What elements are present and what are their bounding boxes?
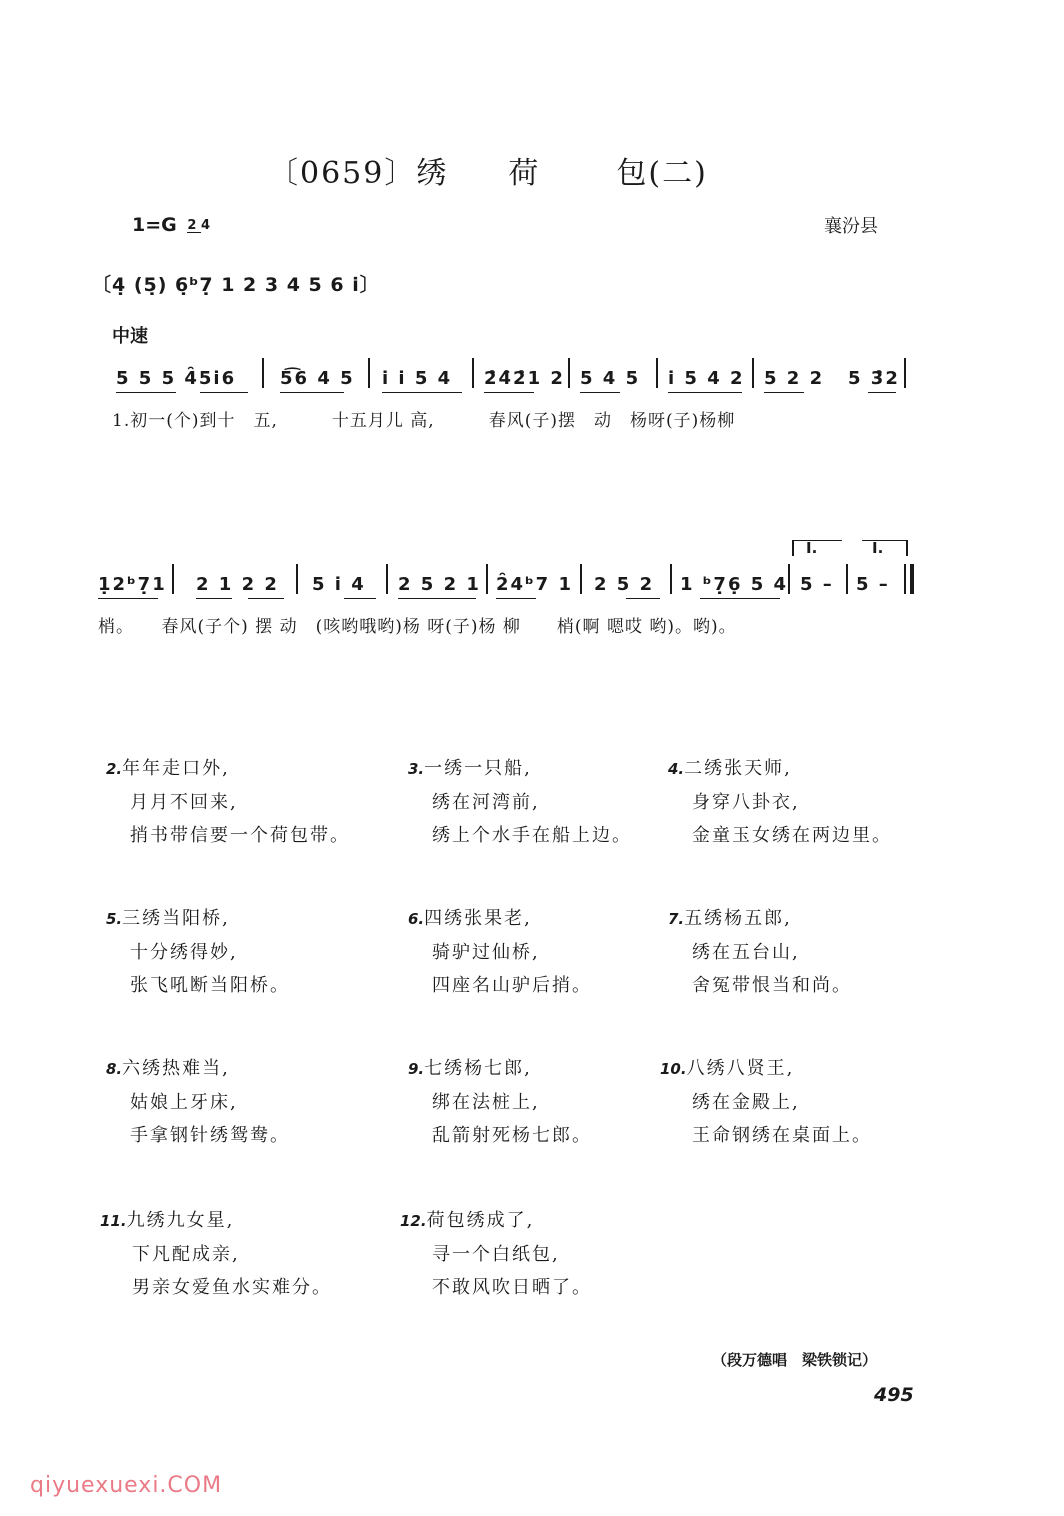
volta-1: I. bbox=[806, 539, 818, 557]
measure: 5 – bbox=[800, 574, 834, 595]
measure: 2 1 2 2 bbox=[196, 574, 279, 595]
barline bbox=[486, 564, 488, 594]
verse-line: 舍冤带恨当和尚。 bbox=[692, 975, 852, 996]
repeat-barline bbox=[846, 564, 848, 594]
barline bbox=[752, 358, 754, 388]
title-word-1: 绣 bbox=[416, 156, 449, 191]
verse-line: 寻一个白纸包, bbox=[432, 1244, 560, 1265]
verse-line: 绣在金殿上, bbox=[692, 1092, 800, 1113]
underline bbox=[98, 598, 158, 599]
verse-line: 身穿八卦衣, bbox=[692, 792, 800, 813]
barline bbox=[296, 564, 298, 594]
verse-line: 四绣张果老, bbox=[424, 908, 532, 929]
underline bbox=[200, 392, 248, 393]
verse-line: 八绣八贤王, bbox=[686, 1058, 795, 1079]
verse-block bbox=[100, 1204, 332, 1304]
verse-line: 三绣当阳桥, bbox=[122, 908, 230, 929]
verse-line: 七绣杨七郎, bbox=[424, 1058, 532, 1079]
volta-bracket bbox=[792, 540, 794, 556]
underline bbox=[344, 598, 376, 599]
underline bbox=[196, 598, 232, 599]
verse-line: 不敢风吹日晒了。 bbox=[432, 1277, 592, 1298]
verse-block bbox=[106, 902, 290, 1002]
verse-number: 4. bbox=[668, 760, 685, 778]
measure: 2 5 2 1 bbox=[398, 574, 481, 595]
lyrics-line-1: 1.初一(个)到十 五, 十五月儿 高, 春风(子)摆 动 杨呀(子)杨柳 bbox=[112, 411, 736, 431]
measure: 5 i̇ 4 bbox=[312, 574, 366, 595]
underline bbox=[580, 392, 620, 393]
measure: 5 – bbox=[856, 574, 890, 595]
verse-line: 月月不回来, bbox=[130, 792, 238, 813]
barline bbox=[788, 564, 790, 594]
verse-line: 张飞吼断当阳桥。 bbox=[130, 975, 290, 996]
measure: i̇ 5 4 2 bbox=[668, 368, 745, 389]
verse-block bbox=[408, 1052, 592, 1152]
lyrics-line-2: 梢。 春风(子个) 摆 动 (咳哟哦哟)杨 呀(子)杨 柳 梢(啊 嗯哎 哟)。哟)。 bbox=[98, 617, 737, 637]
title-word-3: 包 bbox=[616, 156, 649, 191]
barline bbox=[670, 564, 672, 594]
barline bbox=[472, 358, 474, 388]
verse-line: 年年走口外, bbox=[122, 758, 230, 779]
key-label: 1=G bbox=[132, 214, 177, 236]
verse-line: 荷包绣成了, bbox=[426, 1210, 535, 1231]
verse-line: 九绣九女星, bbox=[126, 1210, 235, 1231]
measure: 1̣2ᵇ7̣1 bbox=[98, 574, 167, 595]
verse-block bbox=[106, 752, 350, 852]
underline bbox=[116, 392, 176, 393]
underline bbox=[496, 598, 536, 599]
underline bbox=[280, 392, 344, 393]
verse-block bbox=[400, 1204, 592, 1304]
page-number: 495 bbox=[874, 1384, 914, 1406]
verse-line: 一绣一只船, bbox=[424, 758, 532, 779]
tempo-marking: 中速 bbox=[112, 326, 148, 347]
underline bbox=[382, 392, 462, 393]
measure: 2 5 2 bbox=[594, 574, 655, 595]
underline bbox=[668, 392, 742, 393]
barline bbox=[904, 358, 906, 388]
barline bbox=[656, 358, 658, 388]
underline bbox=[626, 598, 660, 599]
verse-number: 12. bbox=[400, 1212, 427, 1230]
verse-line: 姑娘上牙床, bbox=[130, 1092, 238, 1113]
verse-block bbox=[408, 902, 592, 1002]
verse-line: 二绣张天师, bbox=[684, 758, 792, 779]
verse-number: 6. bbox=[408, 910, 425, 928]
measure: 5 2 2 bbox=[764, 368, 825, 389]
measure: i̇ i̇ 5 4 bbox=[382, 368, 453, 389]
verse-line: 绣在五台山, bbox=[692, 942, 800, 963]
verse-number: 11. bbox=[100, 1212, 127, 1230]
underline bbox=[484, 392, 534, 393]
final-barline bbox=[910, 564, 914, 594]
time-signature bbox=[187, 219, 210, 232]
verse-line: 绑在法桩上, bbox=[432, 1092, 540, 1113]
underline bbox=[700, 598, 780, 599]
barline bbox=[262, 358, 264, 388]
verse-number: 10. bbox=[660, 1060, 687, 1078]
verse-line: 十分绣得妙, bbox=[130, 942, 238, 963]
verse-number: 9. bbox=[408, 1060, 425, 1078]
volta-bracket bbox=[906, 540, 908, 556]
verse-block bbox=[660, 1052, 872, 1152]
verse-line: 手拿钢针绣鸳鸯。 bbox=[130, 1125, 290, 1146]
verse-line: 捎书带信要一个荷包带。 bbox=[130, 825, 350, 846]
verse-number: 8. bbox=[106, 1060, 123, 1078]
barline bbox=[368, 358, 370, 388]
time-denominator: 4 bbox=[200, 218, 210, 233]
verse-line: 绣上个水手在船上边。 bbox=[432, 825, 632, 846]
volta-2: I. bbox=[872, 539, 884, 557]
final-barline bbox=[904, 564, 906, 594]
measure: 5 4 5 bbox=[580, 368, 641, 389]
verse-line: 五绣杨五郎, bbox=[684, 908, 792, 929]
verse-block bbox=[668, 902, 852, 1002]
verse-line: 王命钢绣在桌面上。 bbox=[692, 1125, 872, 1146]
verse-line: 六绣热难当, bbox=[122, 1058, 230, 1079]
verse-line: 绣在河湾前, bbox=[432, 792, 540, 813]
measure: 2̑4ᵇ7 1 bbox=[496, 574, 573, 595]
verse-number: 7. bbox=[668, 910, 685, 928]
verse-line: 乱箭射死杨七郎。 bbox=[432, 1125, 592, 1146]
verse-line: 四座名山驴后捎。 bbox=[432, 975, 592, 996]
verse-number: 3. bbox=[408, 760, 425, 778]
measure: 5 5 5 4̑5i̇6 bbox=[116, 368, 237, 389]
underline bbox=[248, 598, 284, 599]
verse-line: 金童玉女绣在两边里。 bbox=[692, 825, 892, 846]
verse-number: 5. bbox=[106, 910, 123, 928]
title-word-2: 荷 bbox=[508, 156, 541, 191]
underline bbox=[868, 392, 896, 393]
time-numerator: 2 bbox=[187, 218, 197, 233]
underline bbox=[398, 598, 476, 599]
region-label: 襄汾县 bbox=[824, 216, 878, 237]
volta-bracket bbox=[862, 540, 906, 541]
barline bbox=[386, 564, 388, 594]
verse-line: 下凡配成亲, bbox=[132, 1244, 240, 1265]
measure: 2̑4̑2̑1 2 bbox=[484, 368, 565, 389]
credit: （段万德唱 梁铁锁记） bbox=[712, 1351, 878, 1369]
watermark: qiyuexuexi.COM bbox=[30, 1473, 223, 1498]
verse-block bbox=[408, 752, 632, 852]
measure: 1 ᵇ7̣6̣ 5 4 bbox=[680, 574, 789, 595]
repeat-barline bbox=[172, 564, 174, 594]
verse-line: 男亲女爱鱼水实难分。 bbox=[132, 1277, 332, 1298]
key-signature bbox=[132, 214, 210, 236]
scale-notation: 〔4̣ (5̣) 6̣ᵇ7̣ 1 2 3 4 5 6 i̇〕 bbox=[92, 274, 380, 296]
page-title bbox=[268, 148, 708, 192]
verse-block bbox=[106, 1052, 290, 1152]
verse-line: 骑驴过仙桥, bbox=[432, 942, 540, 963]
verse-block bbox=[668, 752, 892, 852]
barline bbox=[580, 564, 582, 594]
title-suffix: (二) bbox=[648, 156, 708, 191]
verse-number: 2. bbox=[106, 760, 123, 778]
title-number: 〔0659〕 bbox=[268, 156, 417, 191]
underline bbox=[764, 392, 804, 393]
measure: 5 3̑2 bbox=[848, 368, 900, 389]
measure: 5͡6 4 5 bbox=[280, 368, 355, 389]
barline bbox=[568, 358, 570, 388]
